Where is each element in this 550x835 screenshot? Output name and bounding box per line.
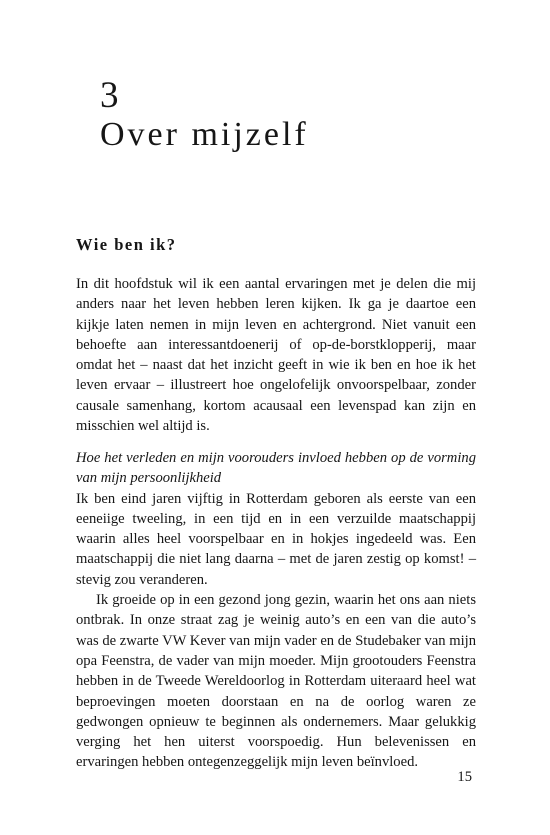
- subsection-paragraph-1: Ik ben eind jaren vijftig in Rotterdam geboren als eerste van een eeneiige tweeling, in een tijd en in een verzuilde maatschappij waarin alles heel voorspelbaar en in hokjes ingedeeld was. Een maatschappij die niet lang daarna – met de jaren zestig op komst! – stevig zou veranderen.: [76, 490, 476, 588]
- subsection-heading: Hoe het verleden en mijn voorouders invloed hebben op de vorming van mijn persoonlijkheid: [76, 450, 476, 487]
- section-heading: Wie ben ik?: [76, 235, 177, 254]
- page-number: 15: [457, 769, 472, 785]
- subsection-paragraph-2: Ik groeide op in een gezond jong gezin, waarin het ons aan niets ontbrak. In onze straat zag je weinig auto’s en een van die auto’s was de zwarte VW Kever van mijn vader en de Studebaker van mijn opa Feenstra, de vader van mijn moeder. Mijn grootouders Feenstra hebben in de Tweede Wereldoorlog in Rotterdam uiteraard heel wat beproevingen moeten doorstaan en na de oorlog waren ze gedwongen opnieuw te beginnen als ondernemers. Maar gelukkig verging het hen uiterst voorspoedig. Hun belevenissen en ervaringen hebben ontegenzeggelijk mijn leven beïnvloed.: [76, 592, 476, 771]
- subsection-block: [76, 448, 476, 773]
- chapter-number: 3: [100, 75, 120, 116]
- intro-paragraph: [76, 274, 476, 436]
- chapter-title: Over mijzelf: [100, 116, 309, 153]
- intro-text: In dit hoofdstuk wil ik een aantal ervaringen met je delen die mij anders naar het leven hebben leren kijken. Ik ga je daartoe een kijkje laten nemen in mijn leven en achtergrond. Niet vanuit een behoefte aan interessantdoenerij of op-de-borstklopperij, maar omdat het – naast dat het inzicht geeft in wie ik ben en hoe ik het leven ervaar – illustreert hoe ongelofelijk onvoorspelbaar, zonder causale samenhang, kortom acausaal een levenspad kan zijn en misschien wel altijd is.: [76, 276, 476, 435]
